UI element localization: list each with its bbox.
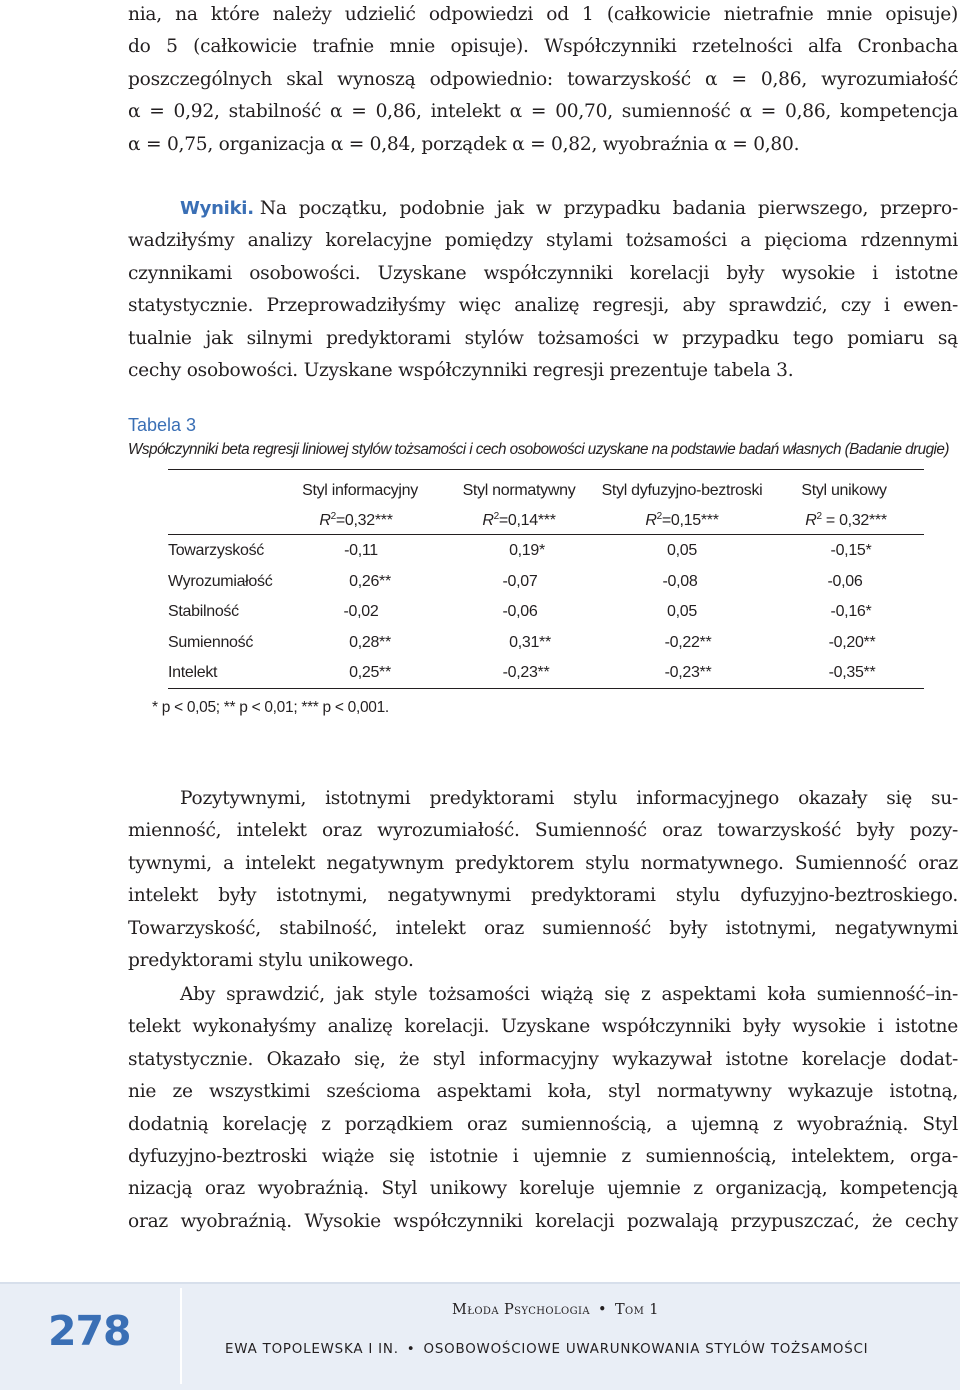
article-title: OSOBOWOŚCIOWE UWARUNKOWANIA STYLÓW TOŻSAMOŚCI — [423, 1342, 869, 1357]
table-cell: -0,06 — [827, 573, 863, 590]
column-header: Styl normatywny — [462, 482, 576, 499]
table-cell: -0,20** — [828, 634, 876, 651]
text-line: Aby sprawdzić, jak style tożsamości wiążą się z aspektami koła sumienność–in- — [180, 984, 958, 1005]
text-line: nie ze wszystkimi sześcioma aspektami koła, styl normatywny wykazuje istotną, — [128, 1081, 958, 1103]
table-cell: 0,28** — [349, 634, 391, 651]
text-line: α = 0,75, organizacja α = 0,84, porządek α = 0,82, wyobraźnia α = 0,80. — [128, 133, 800, 155]
page-number: 278 — [48, 1307, 131, 1355]
table-cell: -0,16* — [830, 603, 872, 620]
text-line: statystycznie. Przeprowadziłyśmy więc analizę regresji, aby sprawdzić, czy i ewen- — [128, 295, 958, 317]
table-cell: -0,07 — [502, 573, 538, 590]
r-squared: $R^2=0,14***$ — [482, 511, 556, 529]
table-footnote: * p < 0,05; ** p < 0,01; *** p < 0,001. — [152, 699, 389, 716]
table-top-rule — [168, 469, 924, 470]
row-label: Wyrozumiałość — [168, 573, 273, 590]
separator-dot: • — [598, 1302, 607, 1318]
row-label: Stabilność — [168, 603, 239, 620]
journal-volume: Tom 1 — [614, 1302, 659, 1318]
text-line: intelekt były istotnymi, negatywnymi predyktorami stylu dyfuzyjno-beztroskiego. — [128, 885, 958, 907]
intro-paragraph — [128, 0, 958, 161]
text-line: dyfuzyjno-beztroski wiąże się istotnie i ujemnie z sumiennością, intelektem, orga- — [128, 1145, 958, 1167]
journal-info — [452, 1302, 659, 1318]
table-cell: 0,26** — [349, 573, 391, 590]
text-line: wadziłyśmy analizy korelacyjne pomiędzy stylami tożsamości a pięcioma rdzennymi — [128, 230, 958, 252]
discussion-paragraph — [128, 783, 958, 977]
results-paragraph — [128, 193, 958, 387]
footer-divider — [180, 1288, 182, 1384]
article-authors: EWA TOPOLEWSKA I IN. — [225, 1342, 399, 1357]
column-header: Styl unikowy — [801, 482, 887, 499]
text-line: nia, na które należy udzielić odpowiedzi od 1 (całkowicie nietrafnie mnie opisuje) — [128, 4, 958, 25]
table-cell: -0,35** — [828, 664, 876, 681]
text-line: czynnikami osobowości. Uzyskane współczynniki korelacji były wysokie i istotne — [128, 262, 958, 284]
table-caption: Współczynniki beta regresji liniowej stylów tożsamości i cech osobowości uzyskane na podstawie badań własnych (Badanie drugie) — [128, 441, 949, 458]
text-line: nizacją oraz wyobraźnią. Styl unikowy koreluje ujemnie z organizacją, kompetencją — [128, 1178, 958, 1200]
r-squared: $R^2 = 0,32***$ — [805, 511, 887, 529]
table-cell: -0,02 — [343, 603, 379, 620]
text-line: oraz wyobraźnią. Wysokie współczynniki korelacji pozwalają przypuszczać, że cechy — [128, 1210, 958, 1232]
row-label: Sumienność — [168, 634, 254, 651]
table-cell: 0,05 — [667, 542, 697, 559]
table-cell: -0,15* — [830, 542, 872, 559]
table-cell: 0,19* — [509, 542, 545, 559]
text-line: mienność, intelekt oraz wyrozumiałość. Sumienność oraz towarzyskość były pozy- — [128, 820, 958, 842]
text-line — [128, 193, 958, 225]
table-cell: 0,25** — [349, 664, 391, 681]
table-cell: -0,22** — [664, 634, 712, 651]
r-squared: $R^2=0,15***$ — [645, 511, 719, 529]
r-squared: $R^2=0,32***$ — [319, 511, 393, 529]
correlation-paragraph — [128, 979, 958, 1238]
row-label: Towarzyskość — [168, 542, 264, 559]
text-line: dodatnią korelację z porządkiem oraz sumiennością, a ujemną z wyobraźnią. Styl — [128, 1113, 958, 1135]
table-title: Tabela 3 — [128, 415, 197, 435]
column-header: Styl dyfuzyjno-beztroski — [601, 482, 763, 499]
text-line: do 5 (całkowicie trafnie mnie opisuje). Współczynniki rzetelności alfa Cronbacha — [128, 36, 958, 58]
text-line: poszczególnych skal wynoszą odpowiednio: towarzyskość α = 0,86, wyrozumiałość — [128, 68, 958, 90]
text-line: tywnymi, a intelekt negatywnym predyktorem stylu normatywnego. Sumienność oraz — [128, 852, 958, 874]
table-cell: 0,31** — [509, 634, 551, 651]
table-cell: -0,23** — [664, 664, 712, 681]
text-line: Towarzyskość, stabilność, intelekt oraz sumienność były istotnymi, negatywnymi — [128, 917, 958, 939]
table-cell: -0,23** — [502, 664, 550, 681]
text-line: telekt wykonałyśmy analizę korelacji. Uzyskane współczynniki były wysokie i istotne — [128, 1016, 958, 1038]
table-cell: -0,06 — [502, 603, 538, 620]
table-header-rule — [168, 534, 924, 535]
text-line: Pozytywnymi, istotnymi predyktorami stylu informacyjnego okazały się su- — [180, 788, 958, 809]
text-line: cechy osobowości. Uzyskane współczynniki regresji prezentuje tabela 3. — [128, 359, 794, 381]
footer-band — [0, 1282, 960, 1390]
row-label: Intelekt — [168, 664, 218, 681]
table-bottom-rule — [168, 688, 924, 689]
table-cell: 0,05 — [667, 603, 697, 620]
text-line: predyktorami stylu unikowego. — [128, 949, 414, 971]
table-cell: -0,11 — [344, 542, 378, 559]
text-line: statystycznie. Okazało się, że styl informacyjny wykazywał istotne korelacje dodat- — [128, 1048, 958, 1070]
text-line: α = 0,92, stabilność α = 0,86, intelekt α = 00,70, sumienność α = 0,86, kompetencja — [128, 101, 958, 123]
results-first-line: Na początku, podobnie jak w przypadku badania pierwszego, przepro- — [259, 198, 958, 219]
column-header: Styl informacyjny — [302, 482, 418, 499]
journal-name: Młoda Psychologia — [452, 1302, 590, 1318]
text-line: tualnie jak silnymi predyktorami stylów tożsamości w przypadku tego pomiaru są — [128, 327, 958, 349]
separator-dot: • — [406, 1342, 416, 1357]
article-info — [225, 1342, 868, 1357]
table-cell: -0,08 — [662, 573, 698, 590]
results-heading: Wyniki. — [180, 198, 254, 219]
